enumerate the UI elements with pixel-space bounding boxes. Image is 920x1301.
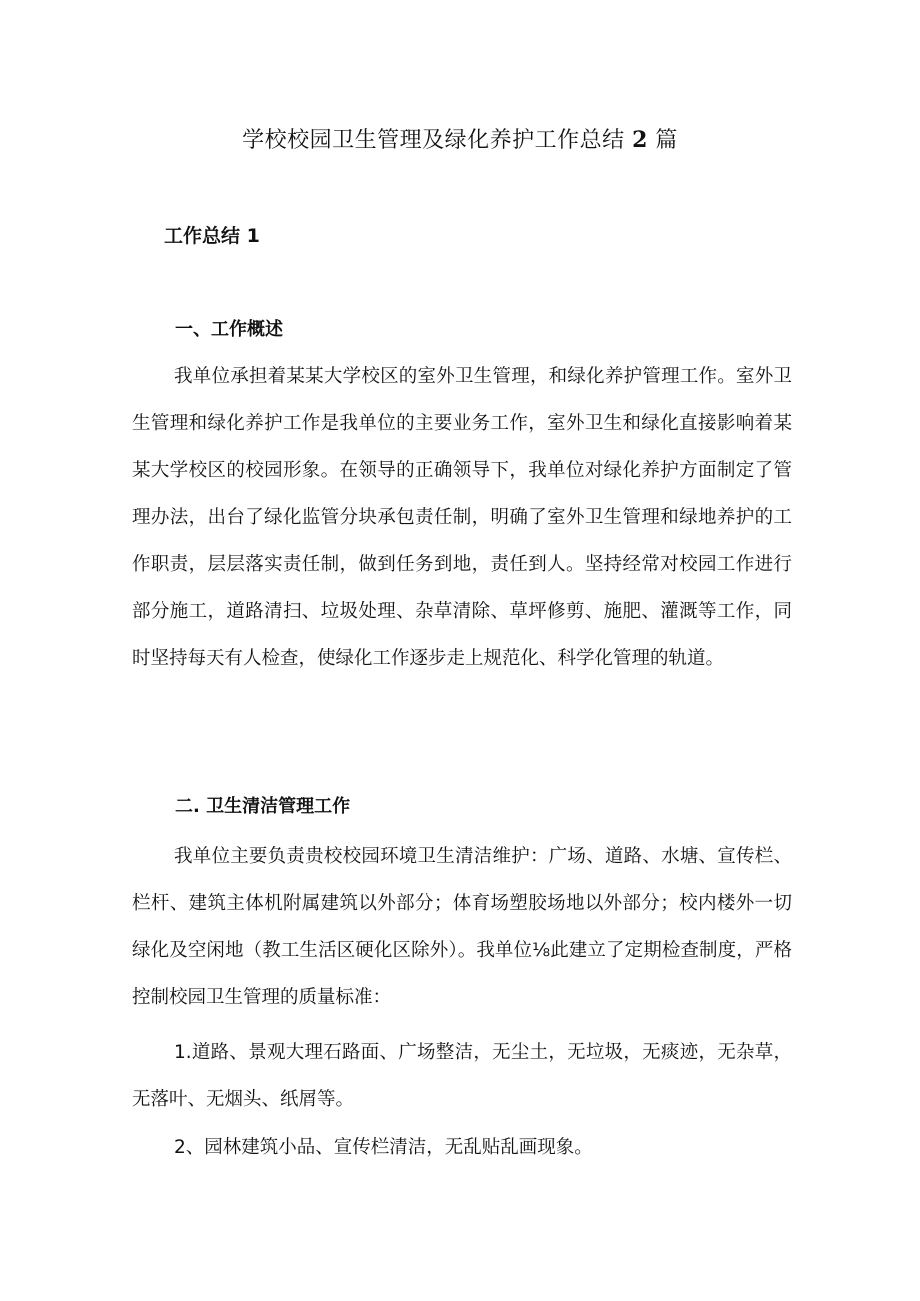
title-number: 2 xyxy=(632,127,648,153)
summary-subtitle: 工作总结 1 xyxy=(164,225,260,247)
title-suffix: 篇 xyxy=(655,128,678,153)
section1-paragraph: 我单位承担着某某大学校区的室外卫生管理，和绿化养护管理工作。室外卫生管理和绿化养护工作是我单位的主要业务工作，室外卫生和绿化直接影响着某某大学校区的校园形象。在领导的正确领导下，我单位对绿化养护方面制定了管理办法，出台了绿化监管分块承包责任制，明确了室外卫生管理和绿地养护的工作职责，层层落实责任制，做到任务到地，责任到人。坚持经常对校园工作进行部分施工，道路清扫、垃圾处理、杂草清除、草坪修剪、施肥、灌溉等工作，同时坚持每天有人检查，使绿化工作逐步走上规范化、科学化管理的轨道。 xyxy=(132,366,792,669)
title-text: 学校校园卫生管理及绿化养护工作总结 xyxy=(242,128,625,153)
section2-item-2: 2、园林建筑小品、宣传栏清洁，无乱贴乱画现象。 xyxy=(174,1137,593,1158)
section2-item-1: 1.道路、景观大理石路面、广场整洁，无尘土，无垃圾，无痰迹，无杂草，无落叶、无烟头、纸屑等。 xyxy=(132,1042,792,1110)
section1-heading: 一、工作概述 xyxy=(175,319,283,340)
document-title xyxy=(0,124,920,157)
section2-paragraph: 我单位主要负责贵校校园环境卫生清洁维护：广场、道路、水塘、宣传栏、栏杆、建筑主体机附属建筑以外部分；体育场塑胶场地以外部分；校内楼外一切绿化及空闲地（教工生活区硬化区除外）。我单位⅛此建立了定期检查制度，严格控制校园卫生管理的质量标准： xyxy=(132,846,792,1008)
section2-heading: 二. 卫生清洁管理工作 xyxy=(175,796,351,817)
